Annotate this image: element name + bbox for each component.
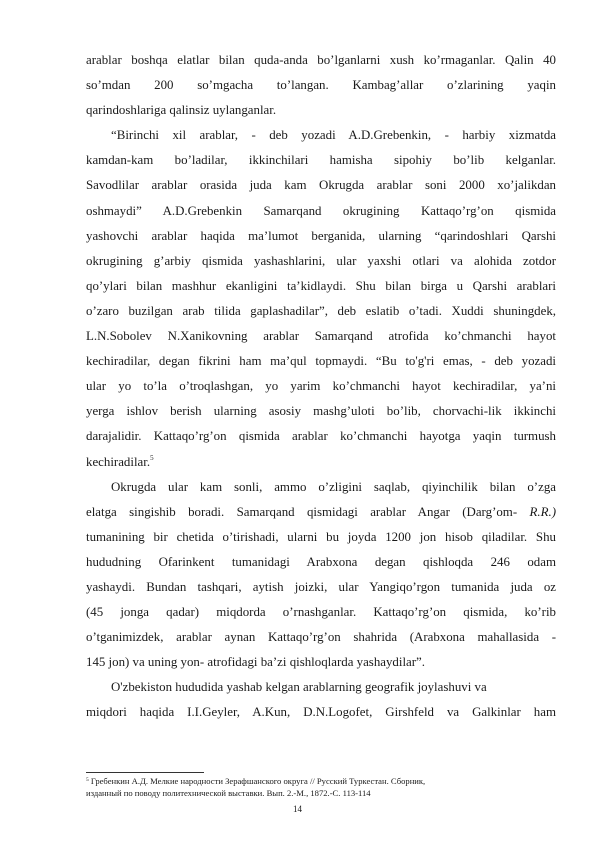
text-line: yashovchi arablar haqida ma’lumot berganida, ularning “qarindoshlari Qarshi xyxy=(86,228,556,243)
text-line: miqdori haqida I.I.Geyler, A.Kun, D.N.Logofet, Girshfeld va Galkinlar ham xyxy=(86,705,556,720)
text-line: yerga ishlov berish ularning asosiy mashg’uloti bo’lib, chorvachi-lik ikkinchi xyxy=(86,404,556,419)
italic-note: R.R.) xyxy=(529,504,556,519)
text-line: qarindoshlariga qalinsiz uylanganlar. xyxy=(86,103,277,118)
text-line: 145 jon) va uning yon- atrofidagi ba’zi qishloqlarda yashaydilar”. xyxy=(86,655,425,670)
text-line: o’zaro buzilgan arab tilida gaplashadilar”, deb eslatib o’tadi. Xuddi shuningdek, xyxy=(86,303,556,318)
text-line: (45 jonga qadar) miqdorda o’rnashganlar. Kattaqo’rg’on qismida, ko’rib xyxy=(86,605,556,620)
text-line: kechiradilar, degan fikrini ham ma’qul topmaydi. “Bu to'g'ri emas, - deb yozadi xyxy=(86,354,556,369)
page-number: 14 xyxy=(293,804,302,814)
text-line: Savodlilar arablar orasida juda kam Okrugda arablar soni 2000 xo’jalikdan xyxy=(86,178,556,193)
footnote xyxy=(86,775,556,799)
text-line: darajalidir. Kattaqo’rg’on qismida arablar ko’chmanchi hayotga yaqin turmush xyxy=(86,429,556,444)
footnote-marker: 5 xyxy=(86,777,89,783)
footnote-line-1: $^5$ Гребенкин А.Д. Мелкие народности Зерафшанского округа // Русский Туркестан. Сборник, xyxy=(86,776,426,786)
text-line: arablar boshqa elatlar bilan quda-anda bo’lganlarni xush ko’rmaganlar. Qalin 40 xyxy=(86,53,556,67)
text-line: yashaydi. Bundan tashqari, aytish joizki, ular Yangiqo’rgon tumanida juda oz xyxy=(86,579,556,594)
text-line: oshmaydi” A.D.Grebenkin Samarqand okrugining Kattaqo’rg’on qismida xyxy=(86,203,556,218)
text-line: qo’ylari bilan mashhur ekanligini ta’kidlaydi. Shu bilan birga u Qarshi arablari xyxy=(86,278,556,293)
text-line: hududning Ofarinkent tumanidagi Arabxona degan qishloqda 246 odam xyxy=(86,554,556,569)
document-body xyxy=(86,48,556,726)
text-line: L.N.Sobolev N.Xanikovning arablar Samarqand atrofida ko’chmanchi hayot xyxy=(86,329,556,344)
text-line: O'zbekiston hududida yashab kelgan arablarning geografik joylashuvi va xyxy=(111,680,487,695)
text-line: so’mdan 200 so’mgacha to’langan. Kambag’allar o’zlarining yaqin xyxy=(86,78,556,93)
footnote-reference: 5 xyxy=(150,453,154,462)
footnote-line-2: изданный по поводу политехнической выставки. Вып. 2.-М., 1872.-С. 113-114 xyxy=(86,788,371,798)
footnote-divider xyxy=(86,772,204,773)
text-line: tumanining bir chetida o’tirishadi, ularni bu joyda 1200 jon hisob qiladilar. Shu xyxy=(86,529,556,544)
text-line: kechiradilar.$^5$ xyxy=(86,453,154,469)
text-line: elatga singishib boradi. Samarqand qismidagi arablar Angar (Darg’om- R.R.) xyxy=(86,504,556,519)
text-line: ular yo to’la o’troqlashgan, yo yarim ko’chmanchi hayot kechiradilar, ya’ni xyxy=(86,379,556,394)
text-line: kamdan-kam bo’ladilar, ikkinchilari hamisha sipohiy bo’lib kelganlar. xyxy=(86,153,556,168)
text-line: Okrugda ular kam sonli, ammo o’zligini saqlab, qiyinchilik bilan o’zga xyxy=(111,479,556,494)
text-line: “Birinchi xil arablar, - deb yozadi A.D.Grebenkin, - harbiy xizmatda xyxy=(111,128,556,143)
text-line: okrugining g’arbiy qismida yashashlarini, ular yaxshi otlari va alohida zotdor xyxy=(86,253,556,268)
text-line: o’tganimizdek, arablar aynan Kattaqo’rg’on shahrida (Arabxona mahallasida - xyxy=(86,630,556,645)
